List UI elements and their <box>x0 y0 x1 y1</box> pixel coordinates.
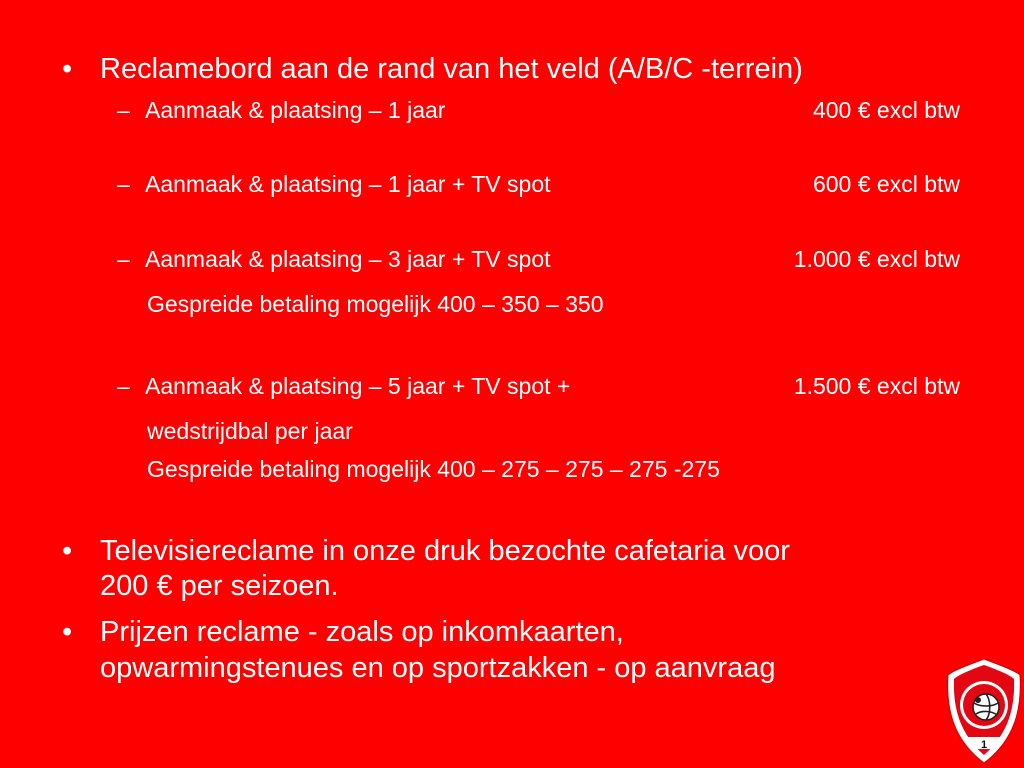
bullet-dot: • <box>62 53 73 85</box>
bullet-2-line-2: 200 € per seizoen. <box>100 570 339 602</box>
bullet-3-line-1: Prijzen reclame - zoals op inkomkaarten, <box>100 616 624 648</box>
sub-item-3-text: Aanmaak & plaatsing – 3 jaar + TV spot <box>145 246 551 272</box>
bullet-3-line-2: opwarmingstenues en op sportzakken - op aanvraag <box>100 652 776 684</box>
sub-item-1-price: 400 € excl btw <box>812 97 960 123</box>
sub-dash: – <box>117 373 130 399</box>
bullet-1-text: Reclamebord aan de rand van het veld (A/B/C -terrein) <box>100 53 803 85</box>
sub-item-4-text: Aanmaak & plaatsing – 5 jaar + TV spot + <box>145 373 571 399</box>
sub-item-2-price: 600 € excl btw <box>812 171 960 197</box>
sub-item-4-note-1: wedstrijdbal per jaar <box>147 418 353 444</box>
sub-dash: – <box>117 171 130 197</box>
bullet-dot: • <box>62 616 73 648</box>
sub-dash: – <box>117 97 130 123</box>
bullet-dot: • <box>62 535 73 567</box>
sub-item-2-text: Aanmaak & plaatsing – 1 jaar + TV spot <box>145 171 551 197</box>
sub-item-3-note: Gespreide betaling mogelijk 400 – 350 – 350 <box>147 291 604 317</box>
sub-item-1-text: Aanmaak & plaatsing – 1 jaar <box>145 97 446 123</box>
sub-item-4-note-2: Gespreide betaling mogelijk 400 – 275 – 275 – 275 -275 <box>147 456 720 482</box>
sub-item-4-price: 1.500 € excl btw <box>793 373 960 399</box>
bullet-2-line-1: Televisiereclame in onze druk bezochte cafetaria voor <box>100 535 790 567</box>
sub-dash: – <box>117 246 130 272</box>
club-crest-icon <box>946 657 1022 765</box>
crest-number: 1 <box>980 739 988 751</box>
sub-item-3-price: 1.000 € excl btw <box>793 246 960 272</box>
